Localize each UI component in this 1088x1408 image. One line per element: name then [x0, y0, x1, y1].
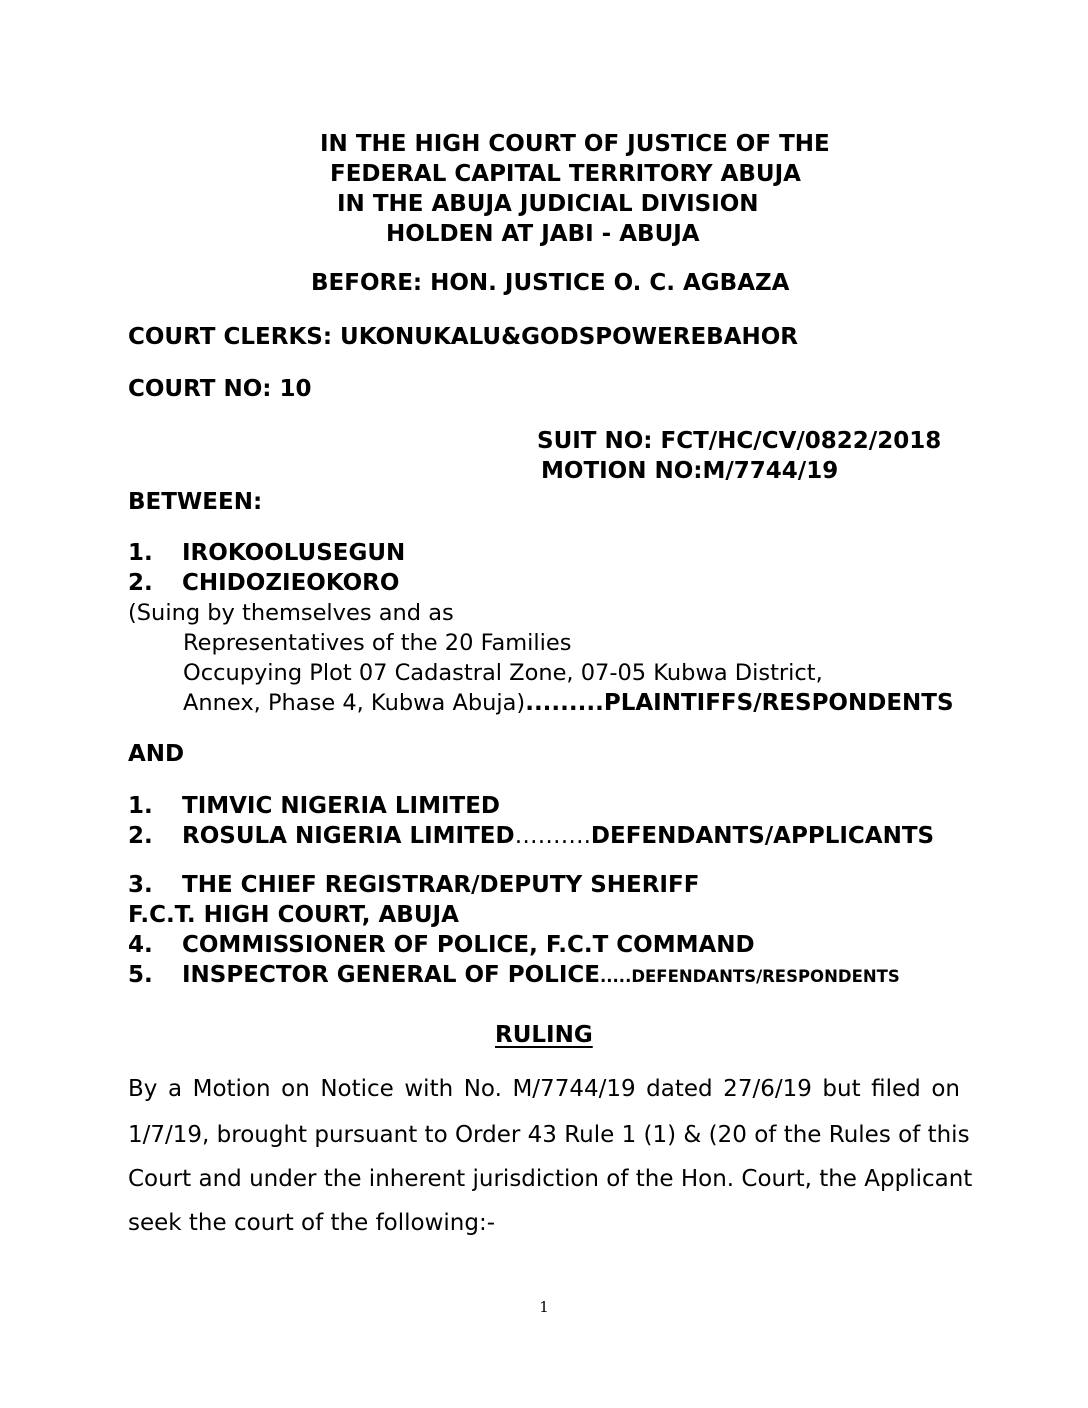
- ruling-heading: RULING: [495, 1022, 593, 1048]
- plaintiff-2-name: CHIDOZIEOKORO: [182, 570, 400, 596]
- body-line-2: 1/7/19, brought pursuant to Order 43 Rule 1 (1) & (20 of the Rules of this: [128, 1122, 970, 1148]
- court-header-line-4: HOLDEN AT JABI - ABUJA: [386, 221, 700, 247]
- defendant-1-name: TIMVIC NIGERIA LIMITED: [182, 793, 501, 819]
- and-label: AND: [128, 741, 185, 767]
- defendant-2-name: ROSULA NIGERIA LIMITED: [182, 823, 515, 849]
- plaintiffs-description-4: Annex, Phase 4, Kubwa Abuja): [183, 690, 526, 716]
- plaintiff-1-number: 1.: [128, 540, 153, 566]
- plaintiffs-description-2: Representatives of the 20 Families: [183, 630, 572, 656]
- defendant-4-number: 4.: [128, 932, 153, 958]
- defendant-4-name: COMMISSIONER OF POLICE, F.C.T COMMAND: [182, 932, 755, 958]
- plaintiffs-description-3: Occupying Plot 07 Cadastral Zone, 07-05 Kubwa District,: [183, 660, 823, 686]
- court-number: COURT NO: 10: [128, 376, 312, 402]
- defendant-5-name: INSPECTOR GENERAL OF POLICE: [182, 962, 600, 988]
- defendant-5-role: .....DEFENDANTS/RESPONDENTS: [600, 967, 900, 986]
- before-judge: BEFORE: HON. JUSTICE O. C. AGBAZA: [311, 270, 790, 296]
- plaintiff-2-number: 2.: [128, 570, 153, 596]
- defendant-1-number: 1.: [128, 793, 153, 819]
- defendant-2-line: [182, 825, 934, 848]
- plaintiffs-description-1: (Suing by themselves and as: [128, 600, 454, 626]
- defendant-2-role: DEFENDANTS/APPLICANTS: [590, 823, 935, 849]
- defendant-3-number: 3.: [128, 872, 153, 898]
- defendant-5-line: [182, 964, 900, 987]
- defendant-2-dots: ……….: [514, 823, 591, 849]
- defendant-3-name-continued: F.C.T. HIGH COURT, ABUJA: [128, 902, 459, 928]
- body-line-4: seek the court of the following:-: [128, 1210, 496, 1236]
- motion-number: MOTION NO:M/7744/19: [541, 458, 839, 484]
- page-number: 1: [539, 1298, 549, 1316]
- court-header-line-3: IN THE ABUJA JUDICIAL DIVISION: [337, 191, 759, 217]
- defendant-5-number: 5.: [128, 962, 153, 988]
- plaintiffs-role: .........PLAINTIFFS/RESPONDENTS: [525, 690, 954, 716]
- court-header-line-2: FEDERAL CAPITAL TERRITORY ABUJA: [330, 161, 801, 187]
- body-line-1: By a Motion on Notice with No. M/7744/19 dated 27/6/19 but filed on: [128, 1076, 960, 1102]
- body-line-3: Court and under the inherent jurisdiction of the Hon. Court, the Applicant: [128, 1166, 973, 1192]
- suit-number: SUIT NO: FCT/HC/CV/0822/2018: [537, 428, 942, 454]
- defendant-3-name: THE CHIEF REGISTRAR/DEPUTY SHERIFF: [182, 872, 700, 898]
- plaintiffs-description-4-line: [183, 692, 954, 715]
- between-label: BETWEEN:: [128, 489, 263, 515]
- plaintiff-1-name: IROKOOLUSEGUN: [182, 540, 406, 566]
- court-clerks: COURT CLERKS: UKONUKALU&GODSPOWEREBAHOR: [128, 324, 799, 350]
- court-header-line-1: IN THE HIGH COURT OF JUSTICE OF THE: [320, 131, 830, 157]
- defendant-2-number: 2.: [128, 823, 153, 849]
